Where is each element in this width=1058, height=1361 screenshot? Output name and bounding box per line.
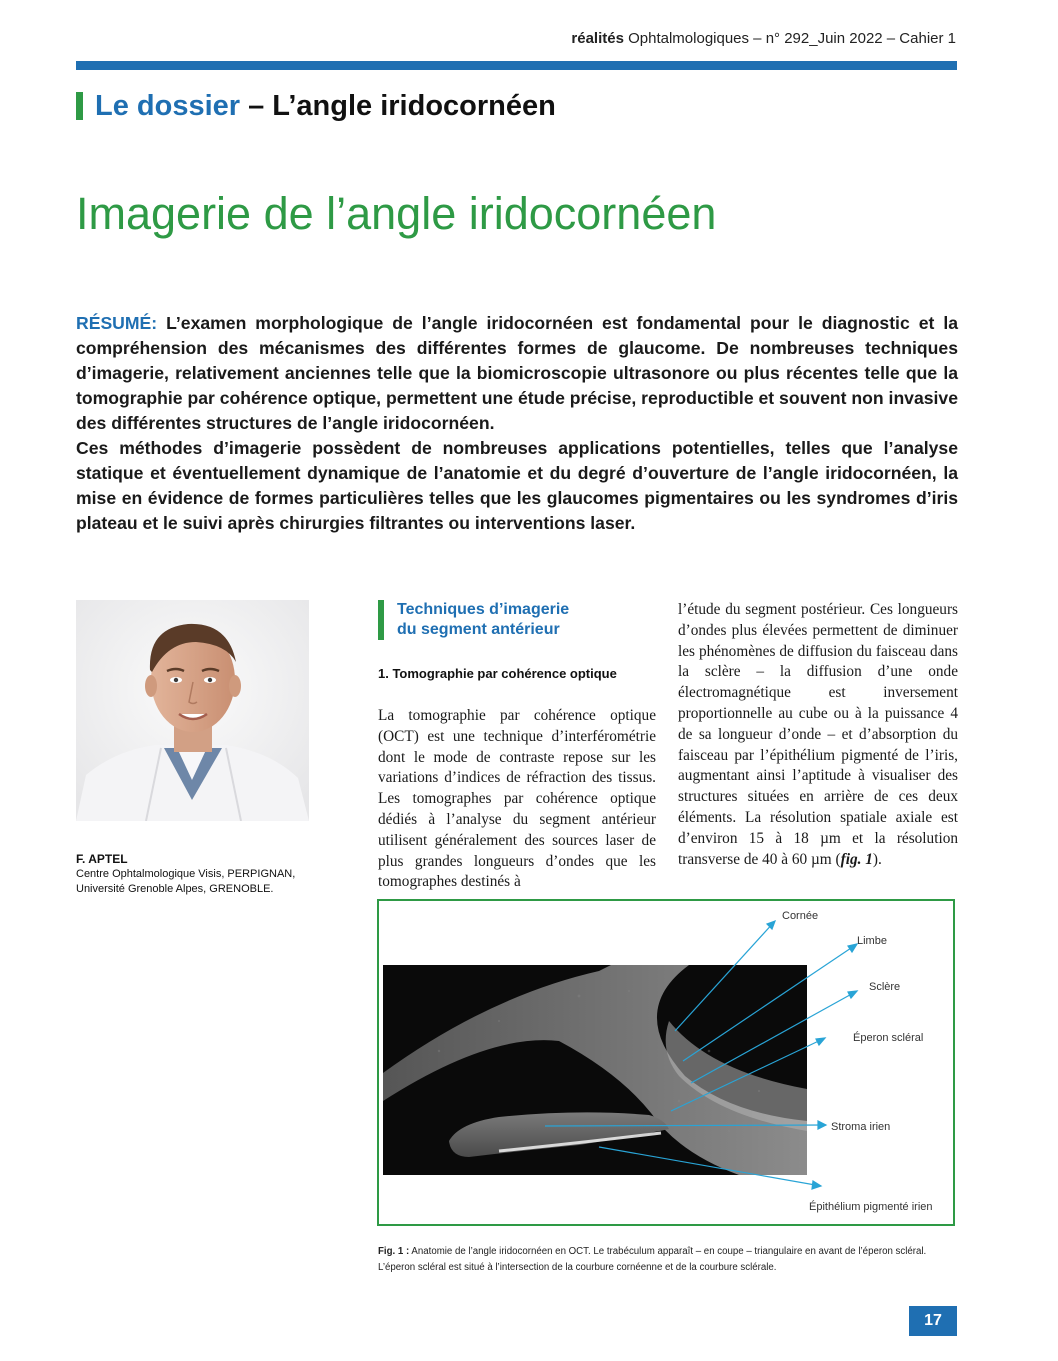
running-head (571, 30, 956, 47)
body-text-2: l’étude du segment postérieur. Ces longueurs d’ondes plus élevées permettent de diminuer les phénomènes de diffusion du faisceau dans la sclère – la diffusion d’une onde électromagnétique est inversement proportionnelle au cube ou à la puissance 4 de sa longueur d’onde – et d’absorption du faisceau par l’épithélium pigmenté de l’iris, augmentant ainsi l’aptitude à visualiser des structures situées en arrière de ces deux éléments. La résolution spatiale axiale est d’environ 15 à 18 µm et la résolution transverse de 40 à 60 µm ( (678, 601, 958, 868)
label-eperon-scleral: Éperon scléral (853, 1032, 924, 1044)
section-banner (76, 89, 556, 123)
label-epithelium-pigmente: Épithélium pigmenté irien (809, 1201, 933, 1213)
label-stroma-irien: Stroma irien (831, 1121, 891, 1133)
page-number: 17 (909, 1306, 957, 1336)
section-heading (378, 600, 569, 640)
label-cornee: Cornée (782, 910, 819, 922)
section-heading-marker (378, 600, 384, 640)
abstract-label: RÉSUMÉ: (76, 313, 158, 333)
caption-label: Fig. 1 : (378, 1246, 410, 1257)
label-sclere: Sclère (869, 981, 901, 993)
section-title: – L’angle iridocornéen (248, 89, 556, 122)
author-affiliation (76, 867, 295, 897)
oct-angle-image (379, 901, 953, 1224)
body-column-2 (678, 600, 958, 870)
body-paragraph-2 (678, 600, 958, 870)
body-paragraph-1: La tomographie par cohérence optique (OCT) est une technique d’interférométrie dont le mode de contraste repose sur les variations d’indices de réfraction des tissus. Les tomographes par cohérence optique dédiés à l’analyse du segment antérieur utilisent généralement des sources laser de plus grandes longueurs d’ondes que les tomographes destinés à (378, 707, 656, 891)
figure-1 (377, 899, 955, 1226)
caption-text: Anatomie de l’angle iridocornéen en OCT. Le trabéculum apparaît – en coupe – triangulaire en avant de l’éperon scléral. L’éperon scléral est situé à l’intersection de la courbure cornéenne et de la courbure sclérale. (378, 1246, 927, 1273)
figure-reference: fig. 1 (840, 850, 873, 868)
article-title: Imagerie de l’angle iridocornéen (76, 188, 717, 239)
subsection-heading: 1. Tomographie par cohérence optique (378, 666, 617, 681)
author-name: F. APTEL (76, 852, 128, 866)
body-text-2-end: ). (872, 850, 882, 868)
author-portrait-illustration (76, 600, 309, 821)
section-marker (76, 92, 83, 120)
author-affiliation-line-2: Université Grenoble Alpes, GRENOBLE. (76, 883, 274, 895)
journal-name: réalités (571, 30, 624, 47)
abstract (76, 311, 958, 536)
abstract-paragraph-1 (76, 311, 958, 436)
section-label: Le dossier (95, 89, 241, 122)
abstract-text-1: L’examen morphologique de l’angle iridocornéen est fondamental pour le diagnostic et la compréhension des mécanismes des différentes formes de glaucome. De nombreuses techniques d’imagerie, relativement anciennes telle que la biomicroscopie ultrasonore ou plus récentes telle que la tomographie par cohérence optique, permettent une étude précise, reproductible et souvent non invasive des différentes structures de l’angle iridocornéen. (76, 313, 958, 433)
section-heading-line-2: du segment antérieur (397, 621, 560, 638)
figure-caption (378, 1244, 958, 1276)
body-column-1 (378, 706, 656, 893)
author-photo (76, 600, 309, 821)
section-heading-text (397, 600, 569, 640)
section-heading-line-1: Techniques d’imagerie (397, 601, 570, 618)
issue-info: Ophtalmologiques – n° 292_Juin 2022 – Cahier 1 (628, 30, 956, 47)
label-limbe: Limbe (857, 935, 887, 947)
abstract-paragraph-2: Ces méthodes d’imagerie possèdent de nombreuses applications potentielles, telles que l’analyse statique et éventuellement dynamique de l’anatomie et du degré d’ouverture de l’angle iridocornéen, la mise en évidence de formes particulières telles que les glaucomes pigmentaires ou les syndromes d’iris plateau et le suivi après chirurgies filtrantes ou interventions laser. (76, 438, 958, 533)
top-rule (76, 61, 957, 70)
author-affiliation-line-1: Centre Ophtalmologique Visis, PERPIGNAN, (76, 868, 296, 880)
